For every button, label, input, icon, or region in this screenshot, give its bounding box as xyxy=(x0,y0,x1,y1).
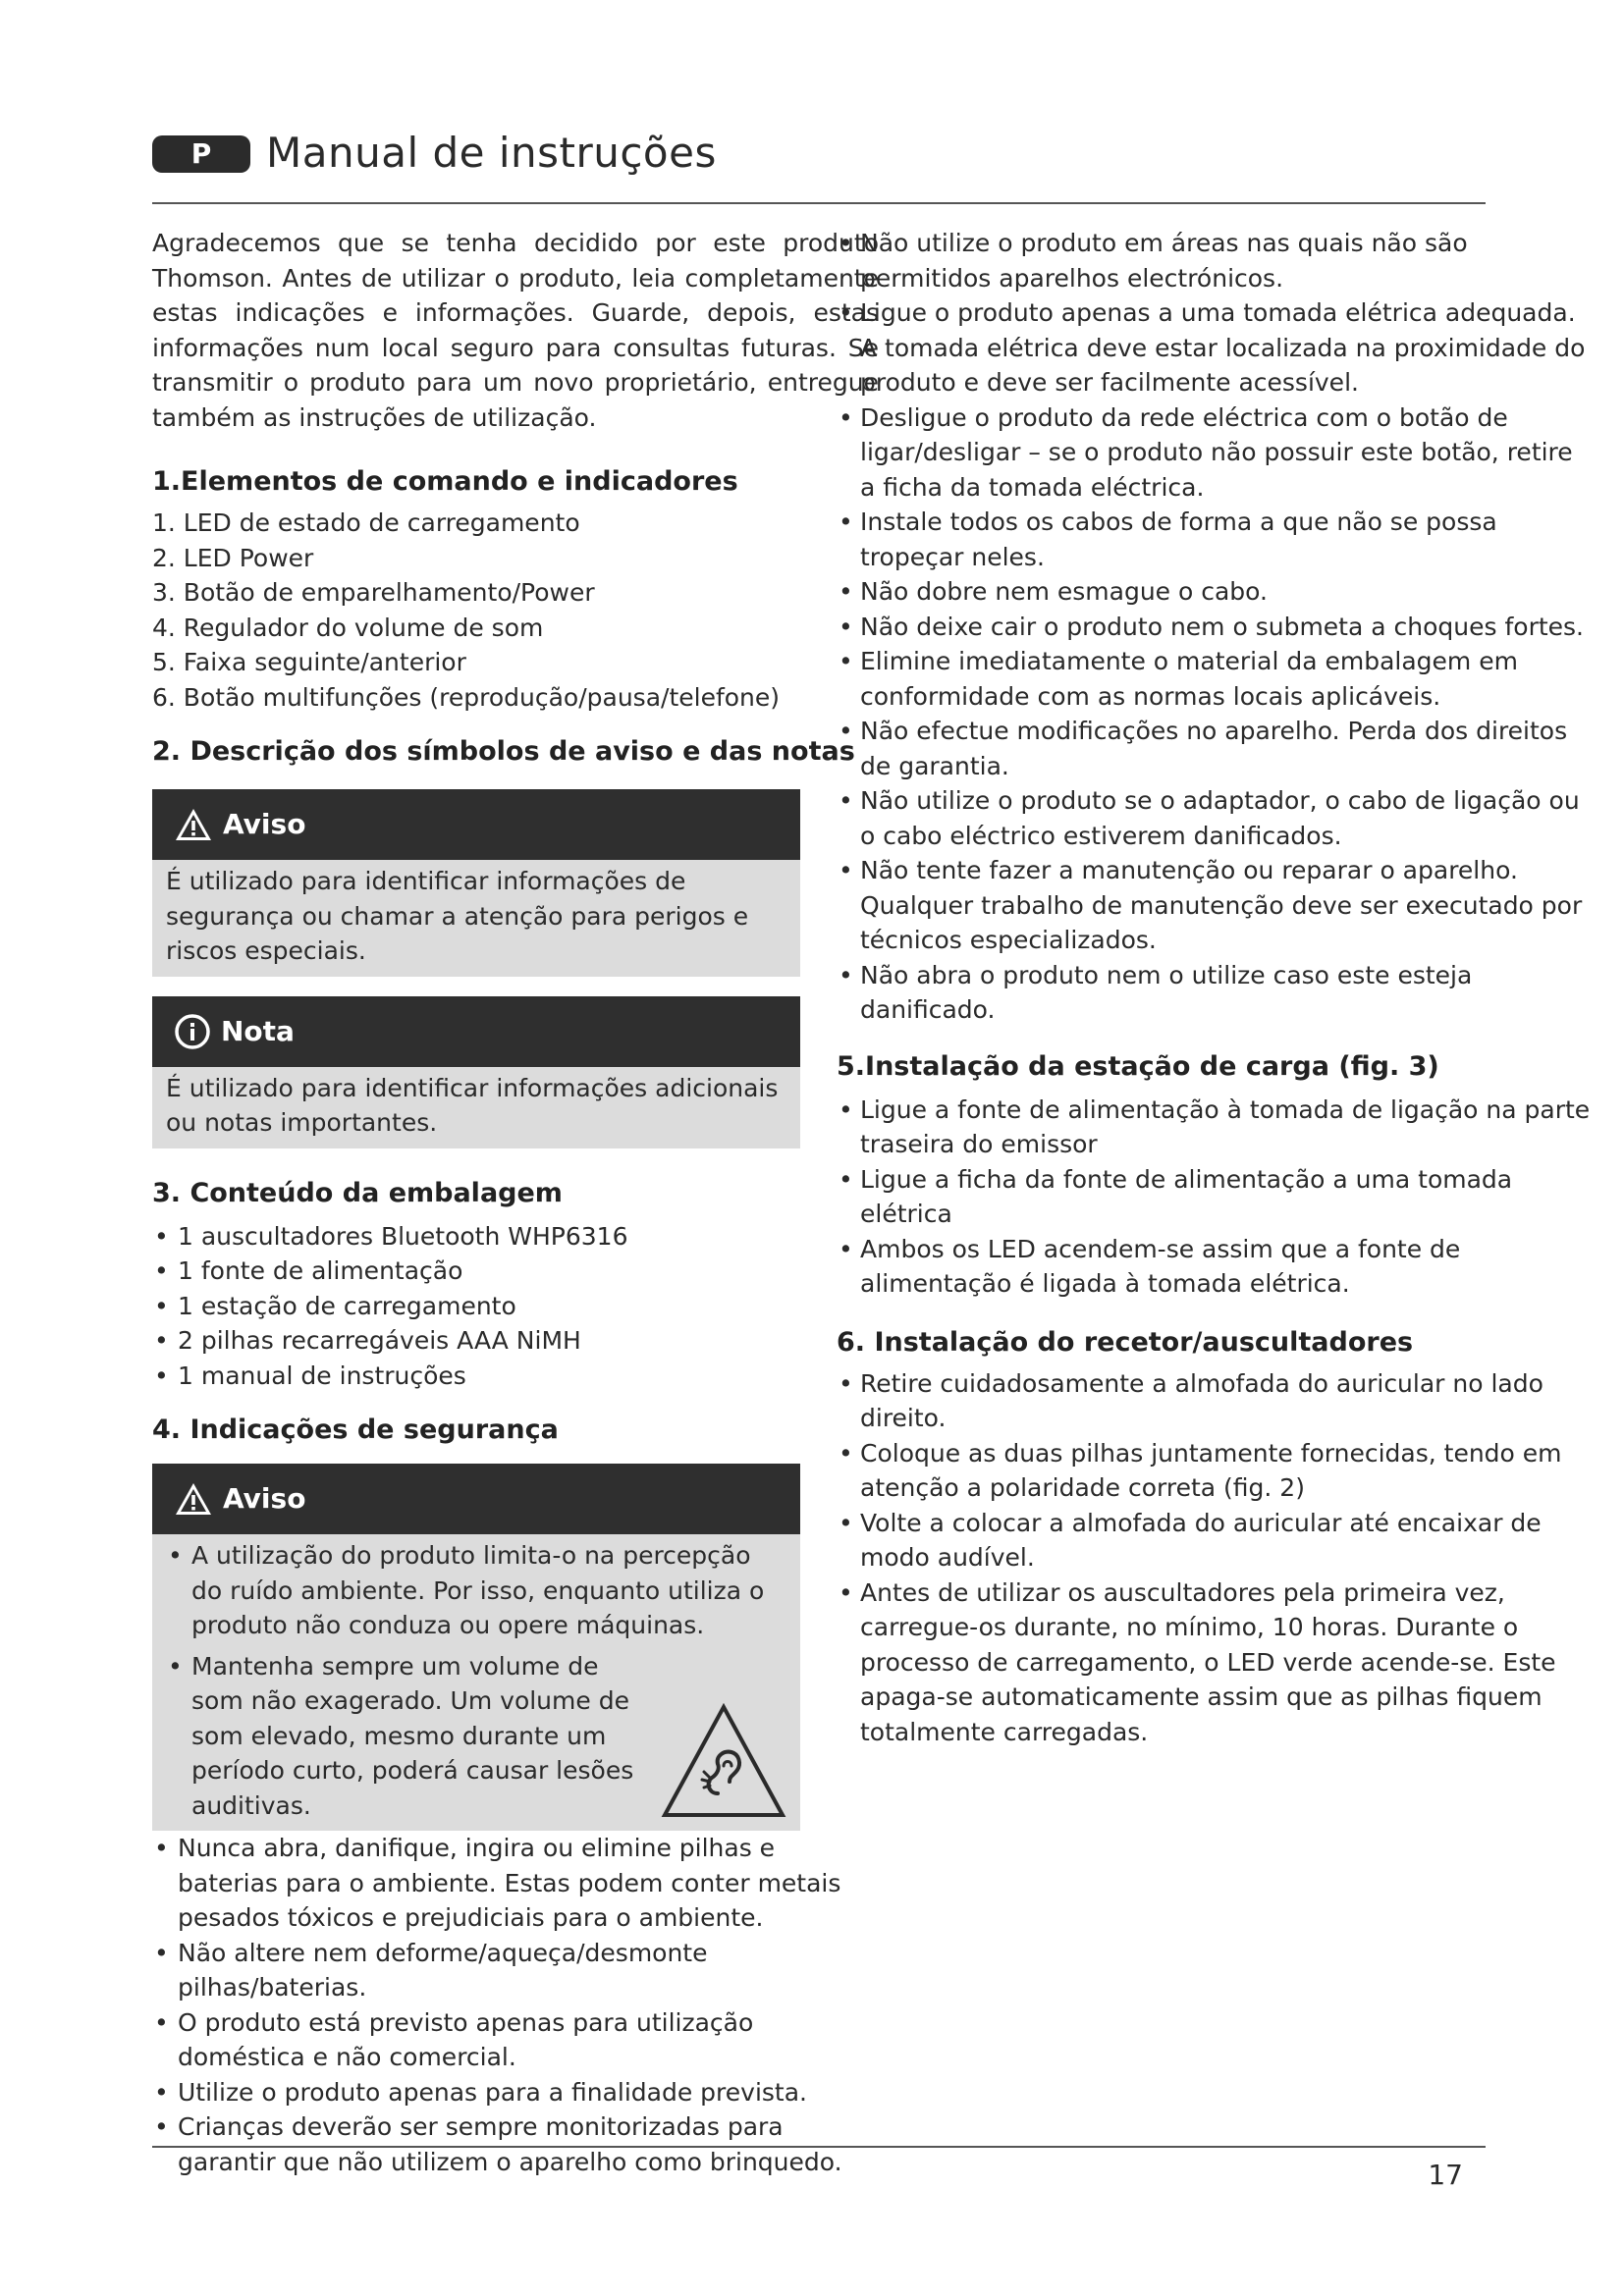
safety-warning-bar xyxy=(152,1464,800,1534)
list-item: • Não utilize o produto se o adaptador, o cabo de ligação ou o cabo eléctrico estiverem danificados. xyxy=(837,783,1591,853)
list-item: 3. Botão de emparelhamento/Power xyxy=(152,578,595,607)
safety-list xyxy=(152,1831,879,2179)
list-item: • Não utilize o produto em áreas nas quais não são permitidos aparelhos electrónicos. xyxy=(837,226,1591,295)
list-item: • Desligue o produto da rede eléctrica com o botão de ligar/desligar – se o produto não possuir este botão, retire a ficha da tomada eléctrica. xyxy=(837,400,1591,506)
list-item: • 1 manual de instruções xyxy=(152,1359,879,1394)
list-item: • Ligue a ficha da fonte de alimentação a uma tomada elétrica xyxy=(837,1162,1591,1232)
list-item: • Instale todos os cabos de forma a que não se possa tropeçar neles. xyxy=(837,505,1591,574)
safety-warning-body xyxy=(152,1534,800,1831)
list-item: • Retire cuidadosamente a almofada do auricular no lado direito. xyxy=(837,1366,1591,1436)
list-item: • Não dobre nem esmague o cabo. xyxy=(837,574,1591,610)
list-item: • Mantenha sempre um volume de som não exagerado. Um volume de som elevado, mesmo durante um período curto, poderá causar lesões auditivas. xyxy=(166,1649,657,1824)
package-contents-list xyxy=(152,1219,879,1394)
list-item: • Elimine imediatamente o material da embalagem em conformidade com as normas locais aplicáveis. xyxy=(837,644,1591,714)
section-5-heading: 5.Instalação da estação de carga (fig. 3) xyxy=(837,1050,1439,1082)
intro-paragraph: Agradecemos que se tenha decidido por este produto Thomson. Antes de utilizar o produto, leia completamente estas indicações e informações. Guarde, depois, estas informações num local seguro para consultas futuras. Se transmitir o produto para um novo proprietário, entregue também as instruções de utilização. xyxy=(152,229,879,432)
footer-divider xyxy=(152,2146,1486,2148)
section-3-heading: 3. Conteúdo da embalagem xyxy=(152,1177,563,1208)
charging-station-list xyxy=(837,1093,1591,1302)
list-item: 5. Faixa seguinte/anterior xyxy=(152,648,466,676)
list-item: 6. Botão multifunções (reprodução/pausa/telefone) xyxy=(152,682,781,712)
note-label: Nota xyxy=(221,1014,295,1047)
warning-triangle-icon xyxy=(174,807,213,842)
list-item: • Coloque as duas pilhas juntamente fornecidas, tendo em atenção a polaridade correta (fig. 2) xyxy=(837,1436,1591,1506)
list-item: • Crianças deverão ser sempre monitorizadas para garantir que não utilizem o aparelho como brinquedo. xyxy=(152,2109,879,2179)
page-title: Manual de instruções xyxy=(266,129,717,177)
list-item: 1. LED de estado de carregamento xyxy=(152,508,580,537)
page-header xyxy=(152,120,1486,204)
section-2-heading: 2. Descrição dos símbolos de aviso e das notas xyxy=(152,736,855,767)
warning-description: É utilizado para identificar informações de segurança ou chamar a atenção para perigos e riscos especiais. xyxy=(152,860,800,977)
controls-list xyxy=(152,506,879,715)
list-item: • Não abra o produto nem o utilize caso este esteja danificado. xyxy=(837,958,1591,1028)
safety-warning-notice xyxy=(152,1464,800,1831)
receiver-setup-list xyxy=(837,1366,1591,1750)
list-item: • Utilize o produto apenas para a finalidade prevista. xyxy=(152,2075,879,2110)
hearing-damage-warning-icon xyxy=(661,1703,786,1819)
list-item: 4. Regulador do volume de som xyxy=(152,613,544,642)
list-item: • Ligue a fonte de alimentação à tomada de ligação na parte traseira do emissor xyxy=(837,1093,1591,1162)
warning-triangle-icon xyxy=(174,1481,213,1517)
section-6-heading: 6. Instalação do recetor/auscultadores xyxy=(837,1326,1414,1358)
left-column xyxy=(152,226,879,2179)
list-item: • 1 estação de carregamento xyxy=(152,1289,879,1324)
section-1-heading: 1.Elementos de comando e indicadores xyxy=(152,466,738,497)
warning-notice xyxy=(152,789,800,977)
list-item: • Volte a colocar a almofada do auricular até encaixar de modo audível. xyxy=(837,1506,1591,1575)
note-description: É utilizado para identificar informações adicionais ou notas importantes. xyxy=(152,1067,800,1148)
list-item: • Não efectue modificações no aparelho. Perda dos direitos de garantia. xyxy=(837,714,1591,783)
list-item: • Não altere nem deforme/aqueça/desmonte pilhas/baterias. xyxy=(152,1936,879,2005)
info-icon xyxy=(174,1013,211,1050)
list-item: • O produto está previsto apenas para utilização doméstica e não comercial. xyxy=(152,2005,879,2075)
note-notice xyxy=(152,996,800,1148)
list-item: • Não tente fazer a manutenção ou reparar o aparelho. Qualquer trabalho de manutenção deve ser executado por técnicos especializados. xyxy=(837,853,1591,958)
right-column xyxy=(837,226,1591,1749)
list-item: • Ambos os LED acendem-se assim que a fonte de alimentação é ligada à tomada elétrica. xyxy=(837,1232,1591,1302)
language-badge: P xyxy=(152,135,250,173)
safety-warning-label: Aviso xyxy=(223,1482,306,1516)
section-4-heading: 4. Indicações de segurança xyxy=(152,1415,559,1445)
list-item: • 1 fonte de alimentação xyxy=(152,1254,879,1289)
safety-list-continued xyxy=(837,226,1591,1028)
list-item: • Nunca abra, danifique, ingira ou elimine pilhas e baterias para o ambiente. Estas podem conter metais pesados tóxicos e prejudiciais para o ambiente. xyxy=(152,1831,879,1936)
list-item: • Antes de utilizar os auscultadores pela primeira vez, carregue-os durante, no mínimo, 10 horas. Durante o processo de carregamento, o LED verde acende-se. Este apaga-se automaticamente assim que as pilhas fiquem totalmente carregadas. xyxy=(837,1575,1591,1750)
warning-label: Aviso xyxy=(223,808,306,841)
list-item: • 2 pilhas recarregáveis AAA NiMH xyxy=(152,1323,879,1359)
page-number: 17 xyxy=(1428,2159,1463,2191)
list-item: • Não deixe cair o produto nem o submeta a choques fortes. xyxy=(837,610,1591,645)
list-item: • Ligue o produto apenas a uma tomada elétrica adequada. A tomada elétrica deve estar localizada na proximidade do produto e deve ser facilmente acessível. xyxy=(837,295,1591,400)
header-divider xyxy=(152,202,1486,204)
warning-bar xyxy=(152,789,800,860)
list-item: • 1 auscultadores Bluetooth WHP6316 xyxy=(152,1219,879,1255)
list-item: 2. LED Power xyxy=(152,543,314,572)
list-item: • A utilização do produto limita-o na percepção do ruído ambiente. Por isso, enquanto utiliza o produto não conduza ou opere máquinas. xyxy=(166,1538,786,1643)
note-bar xyxy=(152,996,800,1067)
